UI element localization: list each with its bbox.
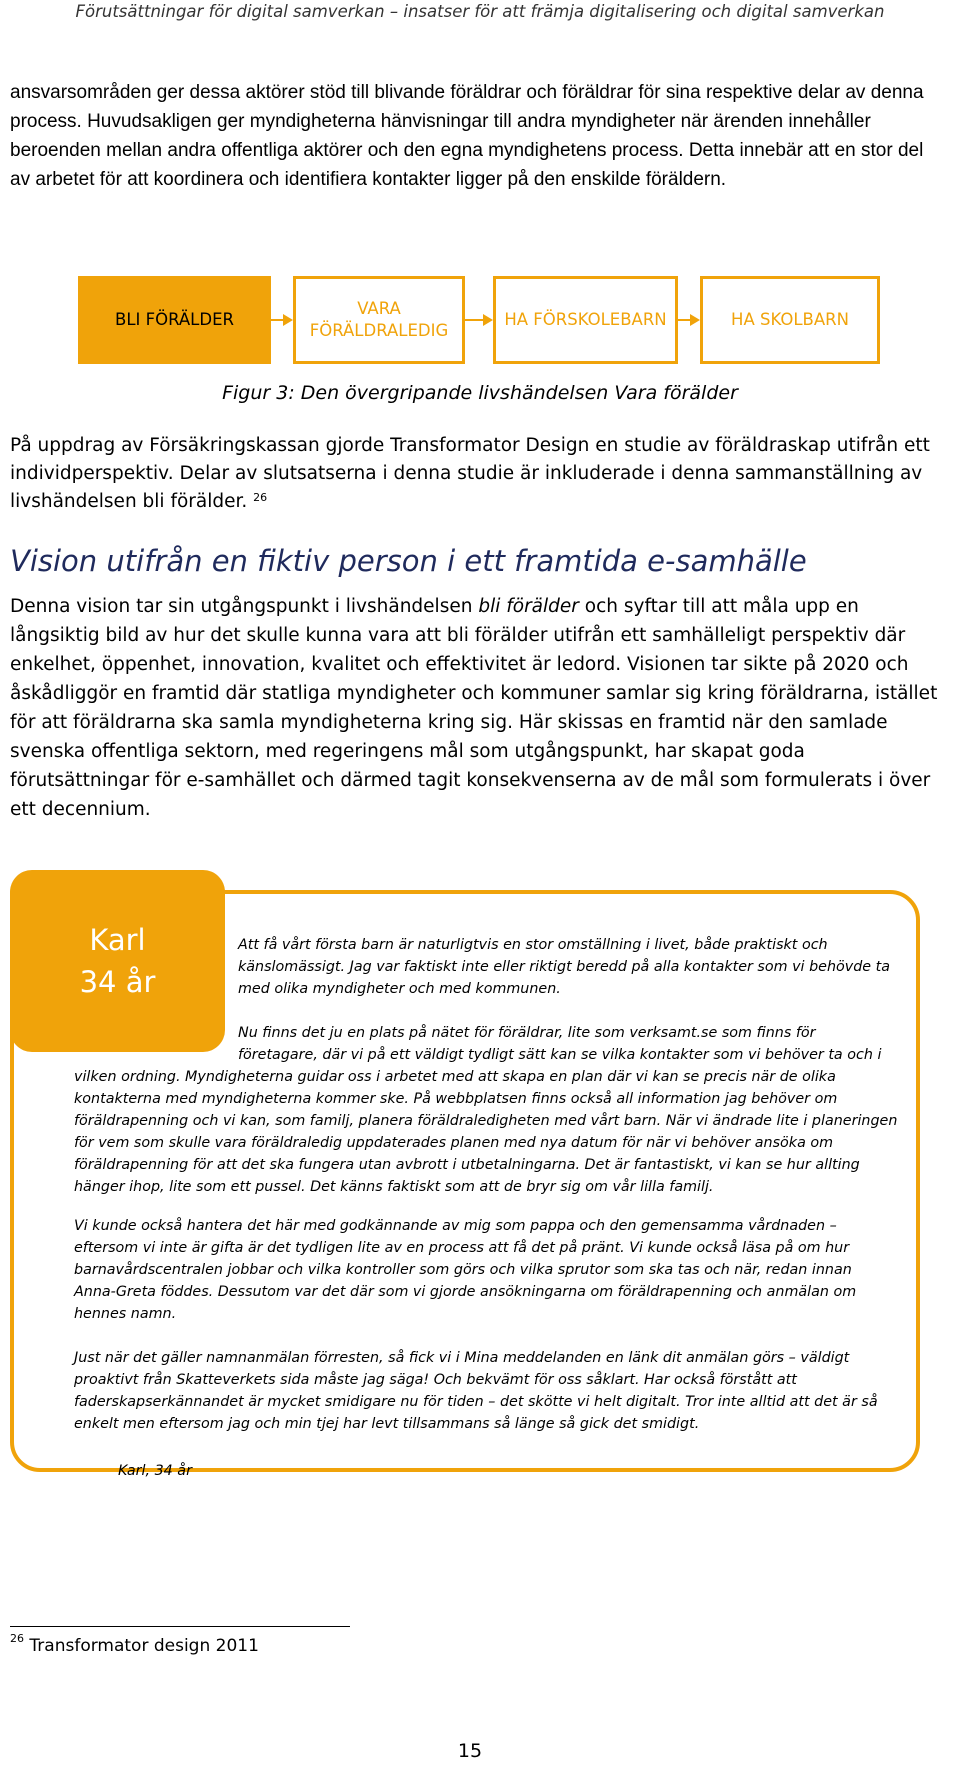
- vision-text-emphasis: bli förälder: [478, 596, 579, 617]
- quote-p2-rest: vilken ordning. Myndigheterna guidar oss i arbetet med att skapa en plan där vi kan se precis när de olika kontakterna med myndigheterna kommer ske. På webbplatsen finns också all information jag behöver om föräldrapenning och vi kan, som familj, planera föräldraledigheten med vårt barn. När vi ändrade lite i planeringen för vem som skulle vara föräldraledig uppdaterades planen med nya datum för när vi behöver ansöka om föräldrapenning för att det ska fungera utan avbrott i utbetalningarna. Det är fantastiskt, vi kan se hur allting hänger ihop, lite som ett pussel. Det känns faktiskt som att de bryr sig om vår lilla familj.: [74, 1069, 898, 1195]
- study-paragraph: [10, 432, 940, 516]
- footnote: [10, 1632, 259, 1656]
- persona-age: 34 år: [79, 965, 156, 999]
- vision-paragraph: [10, 592, 948, 824]
- process-step-label: HA SKOLBARN: [731, 310, 849, 329]
- page-number: 15: [457, 1740, 483, 1762]
- vision-text-start: Denna vision tar sin utgångspunkt i livshändelsen: [10, 596, 479, 617]
- footnote-divider: [10, 1626, 350, 1627]
- page-header-title: Förutsättningar för digital samverkan – insatser för att främja digitalisering och digital samverkan: [75, 2, 885, 21]
- quote-paragraph-2: [74, 1022, 914, 1198]
- footnote-number: 26: [10, 1632, 24, 1645]
- process-step-label: VARA FÖRÄLDRALEDIG: [309, 299, 449, 340]
- process-step-label: BLI FÖRÄLDER: [115, 310, 234, 329]
- quote-p2-line2: företagare, där vi på ett väldigt tydligt sätt kan se vilka kontakter som vi behöver ta och i: [238, 1047, 882, 1063]
- study-paragraph-text: På uppdrag av Försäkringskassan gjorde Transformator Design en studie av föräldraskap utifrån ett individperspektiv. Delar av slutsatserna i denna studie är inkluderade i denna sammanställning av livshändelsen bli förälder.: [10, 435, 930, 512]
- figure-caption: Figur 3: Den övergripande livshändelsen Vara förälder: [222, 382, 738, 404]
- quote-paragraph-4: Just när det gäller namnanmälan förresten, så fick vi i Mina meddelanden en länk dit anmälan görs – väldigt proaktivt från Skatteverkets sida måste jag säga! Och bekvämt för oss såklart. Har också förstått att faderskapserkännandet är mycket smidigare nu för tiden – det skötte vi helt digitalt. Tror inte alltid att det är så enkelt men eftersom jag och min tjej har levt tillsammans så länge så gick det smidigt.: [74, 1350, 878, 1432]
- process-step-ha-skolbarn: [700, 276, 880, 364]
- intro-paragraph: ansvarsområden ger dessa aktörer stöd till blivande föräldrar och föräldrar för sina respektive delar av denna process. Huvudsakligen ger myndigheterna hänvisningar till andra myndigheter när ärenden innehåller beroenden mellan andra offentliga aktörer och den egna myndighetens process. Detta innebär att en stor del av arbetet för att koordinera och identifiera kontakter ligger på den enskilde föräldern.: [10, 82, 924, 190]
- process-step-bli-foralder: [78, 276, 271, 364]
- arrow-right-icon: [483, 314, 493, 326]
- arrow-right-icon: [690, 314, 700, 326]
- quote-paragraph-3: Vi kunde också hantera det här med godkännande av mig som pappa och den gemensamma vårdnaden – eftersom vi inte är gifta är det tydligen lite av en process att få det på pränt. Vi kunde också läsa på om hur barnavårdscentralen jobbar och vilka kontroller som görs och vilka sprutor som ska tas och när, redan innan Anna-Greta föddes. Dessutom var det där som vi gjorde ansökningarna om föräldrapenning och anmälan om hennes namn.: [74, 1218, 857, 1322]
- section-heading: Vision utifrån en fiktiv person i ett framtida e-samhälle: [10, 544, 807, 578]
- process-step-label: HA FÖRSKOLEBARN: [504, 310, 667, 329]
- arrow-right-icon: [283, 314, 293, 326]
- quote-signature: Karl, 34 år: [118, 1463, 192, 1479]
- process-arrow: [465, 319, 485, 321]
- quote-p2-lead: Nu finns det ju en plats på nätet för föräldrar, lite som verksamt.se som finns för: [238, 1025, 816, 1041]
- persona-name: Karl: [89, 923, 146, 957]
- process-step-vara-foraldraledig: [293, 276, 465, 364]
- vision-text-end: och syftar till att måla upp en långsiktig bild av hur det skulle kunna vara att bli förälder utifrån ett samhälleligt perspektiv där enkelhet, öppenhet, innovation, kvalitet och effektivitet är ledord. Visionen tar sikte på 2020 och åskådliggör en framtid där statliga myndigheter och kommuner samlar sig kring föräldrarna, istället för att föräldrarna ska samla myndigheterna kring sig. Här skissas en framtid när den samlade svenska offentliga sektorn, med regeringens mål som utgångspunkt, har skapat goda förutsättningar för e-samhället och därmed tagit konsekvenserna av de mål som formulerats i över ett decennium.: [10, 596, 938, 820]
- footnote-text: Transformator design 2011: [29, 1636, 259, 1656]
- footnote-reference[interactable]: 26: [253, 491, 268, 504]
- process-step-ha-forskolebarn: [493, 276, 678, 364]
- quote-intro: Att få vårt första barn är naturligtvis en stor omställning i livet, både praktiskt och känslomässigt. Jag var faktiskt inte eller riktigt beredd på alla kontakter som vi behövde ta med olika myndigheter och med kommunen.: [238, 937, 890, 997]
